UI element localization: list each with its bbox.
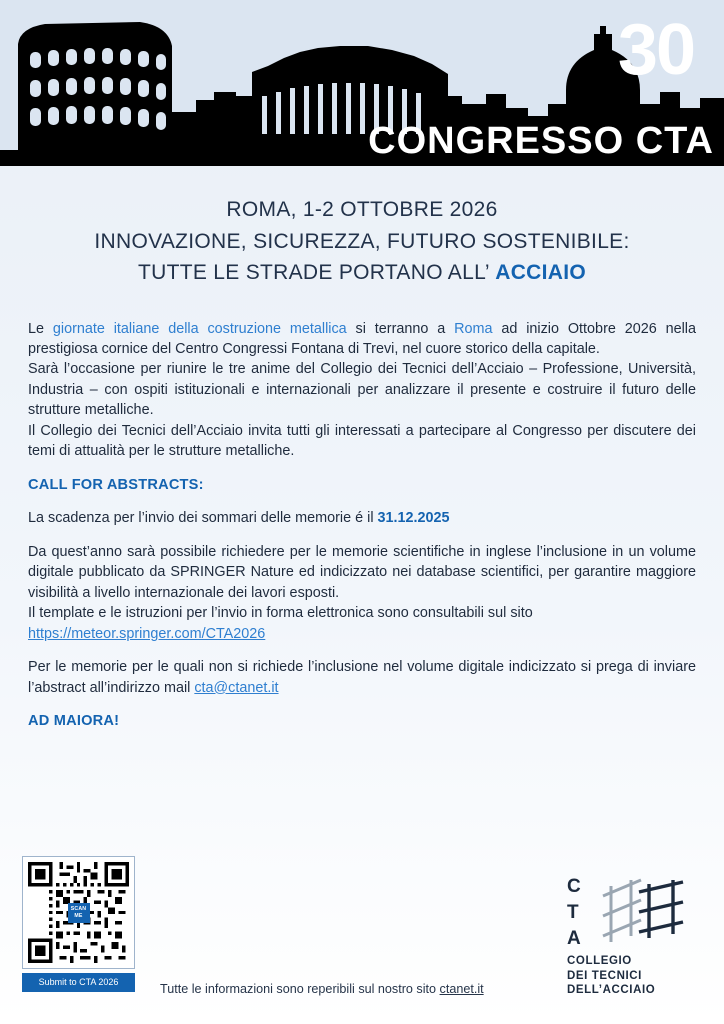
qr-scan-me-badge	[68, 903, 90, 923]
paragraph-invitation: Il Collegio dei Tecnici dell’Acciaio invita tutti gli interessati a partecipare al Congresso per discutere dei temi di attualità per le strutture metalliche.	[28, 422, 696, 460]
slogan-accent-word: ACCIAIO	[495, 261, 586, 284]
qr-block[interactable]	[22, 856, 135, 992]
poster-body	[28, 319, 696, 732]
cta-letter-c: C	[567, 875, 582, 897]
intro-paragraph	[28, 319, 696, 360]
event-slogan-line	[0, 257, 724, 289]
paragraph-occasion: Sarà l’occasione per riunire le tre anime del Collegio dei Tecnici dell’Acciaio – Professione, Università, Industria – con ospiti istituzionali e internazionali per analizzare il presente e costruire il futuro delle strutture metalliche.	[28, 361, 696, 419]
springer-submission-link[interactable]: https://meteor.springer.com/CTA2026	[28, 625, 266, 642]
intro-part-2: si terranno a	[346, 320, 455, 337]
deadline-paragraph	[28, 508, 696, 528]
slogan-prefix: TUTTE LE STRADE PORTANO ALL’	[138, 261, 496, 284]
contact-email-link[interactable]: cta@ctanet.it	[194, 679, 279, 696]
closing-slogan: AD MAIORA!	[28, 713, 120, 730]
intro-highlight-city: Roma	[454, 320, 493, 337]
edition-number: 30	[617, 10, 694, 90]
paragraph-template: Il template e le istruzioni per l’invio in forma elettronica sono consultabili sul sito	[28, 605, 533, 622]
footer-site-link[interactable]: ctanet.it	[439, 982, 484, 996]
qr-code[interactable]	[22, 856, 135, 969]
cta-word-line-3: DELL’ACCIAIO	[567, 984, 656, 997]
footer-note-text: Tutte le informazioni sono reperibili sul nostro sito	[160, 982, 440, 996]
cta-logo-letters	[567, 874, 593, 952]
footer-info-note	[160, 982, 484, 996]
intro-highlight-event: giornate italiane della costruzione metallica	[52, 320, 347, 337]
cta-letter-a: A	[567, 927, 582, 949]
intro-part-1: Le	[28, 320, 53, 337]
email-submission-text: Per le memorie per le quali non si richiede l’inclusione nel volume digitale indicizzato si prega di inviare l’abstract all’indirizzo mail	[28, 659, 696, 696]
cta-word-line-2: DEI TECNICI	[567, 969, 642, 982]
cta-word-line-1: COLLEGIO	[567, 954, 632, 967]
steel-beams-icon	[597, 876, 697, 950]
qr-caption[interactable]: Submit to CTA 2026	[22, 973, 135, 992]
poster-header-title: CONGRESSO CTA	[368, 120, 714, 162]
poster-header	[0, 0, 724, 166]
title-block	[0, 194, 724, 289]
qr-scan-line-2: ME	[74, 912, 83, 919]
paragraph-email-submission	[28, 657, 696, 698]
springer-link-line	[28, 624, 696, 644]
event-date-location: ROMA, 1-2 OTTOBRE 2026	[226, 198, 498, 221]
cta-logo	[561, 874, 706, 998]
cta-letter-t: T	[567, 901, 580, 923]
deadline-date: 31.12.2025	[377, 510, 450, 527]
event-theme-line: INNOVAZIONE, SICUREZZA, FUTURO SOSTENIBILE:	[94, 229, 630, 253]
paragraph-springer: Da quest’anno sarà possibile richiedere per le memorie scientifiche in inglese l’inclusione in un volume digitale pubblicato da SPRINGER Nature ed indicizzato nei database scientifici, per garantire maggiore visibilità a livello internazionale dei lavori esposti.	[28, 543, 696, 601]
poster-footer	[0, 849, 724, 1024]
intro-part-3: ad inizio Ottobre 2026 nella prestigiosa cornice del Centro Congressi Fontana di Trevi, nel cuore storico della capitale.	[28, 320, 696, 357]
call-for-abstracts-heading: CALL FOR ABSTRACTS:	[28, 476, 204, 493]
qr-scan-line-1: SCAN	[70, 906, 87, 912]
deadline-text: La scadenza per l’invio dei sommari delle memorie é il	[28, 510, 378, 527]
cta-logo-wordmark	[567, 954, 706, 998]
